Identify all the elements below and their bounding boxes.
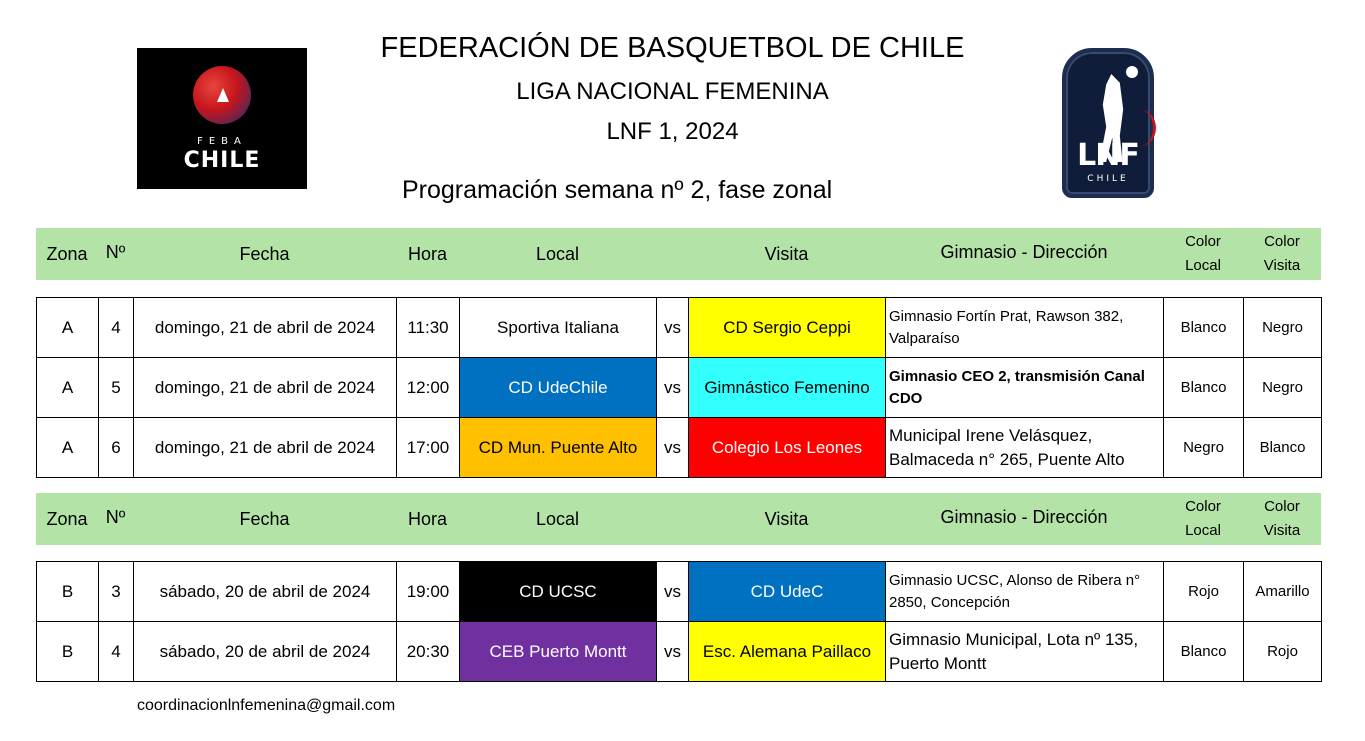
- cell-local-team: CEB Puerto Montt: [460, 622, 657, 682]
- cell-local-team: CD Mun. Puente Alto: [460, 418, 657, 478]
- header-hora: Hora: [407, 243, 447, 264]
- cell-local-team: CD UdeChile: [460, 358, 657, 418]
- header-n: Nº: [105, 242, 126, 262]
- cell-color-local: Rojo: [1164, 562, 1244, 622]
- feba-chile-logo: [137, 48, 307, 189]
- cell-gimnasio: Gimnasio UCSC, Alonso de Ribera n° 2850, Concepción: [886, 562, 1164, 622]
- table-row: [37, 298, 1322, 358]
- cell-n: 4: [99, 298, 134, 358]
- cell-fecha: domingo, 21 de abril de 2024: [134, 358, 397, 418]
- cell-visita-team: CD Sergio Ceppi: [689, 298, 886, 358]
- cell-vs: vs: [657, 622, 689, 682]
- header-color-visita-line2: Visita: [1263, 522, 1301, 539]
- table-row: [37, 622, 1322, 682]
- cell-local-team: Sportiva Italiana: [460, 298, 657, 358]
- header-color-local: [1163, 228, 1243, 280]
- cell-color-visita: Negro: [1244, 358, 1322, 418]
- cell-hora: 20:30: [397, 622, 460, 682]
- cell-gimnasio: Gimnasio Fortín Prat, Rawson 382, Valparaíso: [886, 298, 1164, 358]
- lnf-logo-text: LNF: [1077, 138, 1139, 173]
- table-row: [37, 418, 1322, 478]
- cell-color-visita: Amarillo: [1244, 562, 1322, 622]
- contact-email: coordinacionlnfemenina@gmail.com: [137, 697, 396, 714]
- header-color-visita-line1: Color: [1264, 233, 1300, 250]
- cell-color-local: Negro: [1164, 418, 1244, 478]
- cell-fecha: domingo, 21 de abril de 2024: [134, 418, 397, 478]
- header-color-local-line1: Color: [1185, 498, 1221, 515]
- feba-logo-text: FEBA: [197, 136, 247, 147]
- header-color-local-line2: Local: [1185, 257, 1221, 274]
- cell-fecha: domingo, 21 de abril de 2024: [134, 298, 397, 358]
- cell-n: 5: [99, 358, 134, 418]
- cell-zona: B: [37, 562, 99, 622]
- lnf-logo: [1062, 48, 1154, 198]
- header-fecha: Fecha: [239, 243, 290, 264]
- header-zona: Zona: [46, 243, 88, 264]
- header-color-visita: [1243, 228, 1321, 280]
- header-visita: Visita: [764, 243, 809, 264]
- table-row: [37, 358, 1322, 418]
- cell-color-visita: Blanco: [1244, 418, 1322, 478]
- cell-vs: vs: [657, 418, 689, 478]
- feba-logo-chile: CHILE: [183, 148, 261, 173]
- schedule-table-zone-b: [36, 561, 1322, 682]
- cell-visita-team: CD UdeC: [689, 562, 886, 622]
- header-color-local: [1163, 493, 1243, 545]
- header-fecha: Fecha: [239, 508, 290, 529]
- cell-gimnasio: Municipal Irene Velásquez, Balmaceda n° 265, Puente Alto: [886, 418, 1164, 478]
- cell-visita-team: Gimnástico Femenino: [689, 358, 886, 418]
- header-n: Nº: [105, 507, 126, 527]
- header-gimnasio: Gimnasio - Dirección: [940, 241, 1108, 262]
- cell-vs: vs: [657, 358, 689, 418]
- table-header-zone-a: [36, 228, 1321, 280]
- cell-n: 6: [99, 418, 134, 478]
- cell-zona: A: [37, 298, 99, 358]
- cell-hora: 17:00: [397, 418, 460, 478]
- header-color-local-line1: Color: [1185, 233, 1221, 250]
- schedule-subtitle: Programación semana nº 2, fase zonal: [402, 176, 833, 204]
- table-header-zone-b: [36, 493, 1321, 545]
- header-color-local-line2: Local: [1185, 522, 1221, 539]
- table-row: [37, 562, 1322, 622]
- header-color-visita: [1243, 493, 1321, 545]
- federation-title: FEDERACIÓN DE BASQUETBOL DE CHILE: [380, 32, 965, 64]
- header-local: Local: [535, 243, 580, 264]
- cell-zona: A: [37, 418, 99, 478]
- cell-hora: 19:00: [397, 562, 460, 622]
- schedule-table-zone-a: [36, 297, 1322, 478]
- basketball-icon: [193, 66, 251, 124]
- cell-visita-team: Colegio Los Leones: [689, 418, 886, 478]
- lnf-logo-subtext: CHILE: [1087, 174, 1129, 184]
- cell-gimnasio: Gimnasio CEO 2, transmisión Canal CDO: [886, 358, 1164, 418]
- cell-color-local: Blanco: [1164, 358, 1244, 418]
- cell-visita-team: Esc. Alemana Paillaco: [689, 622, 886, 682]
- header-color-visita-line2: Visita: [1263, 257, 1301, 274]
- cell-hora: 11:30: [397, 298, 460, 358]
- cell-n: 4: [99, 622, 134, 682]
- cell-color-visita: Negro: [1244, 298, 1322, 358]
- cell-hora: 12:00: [397, 358, 460, 418]
- cell-zona: B: [37, 622, 99, 682]
- cell-color-local: Blanco: [1164, 298, 1244, 358]
- league-title: LIGA NACIONAL FEMENINA: [516, 78, 829, 105]
- header-hora: Hora: [407, 508, 447, 529]
- cell-gimnasio: Gimnasio Municipal, Lota nº 135, Puerto Montt: [886, 622, 1164, 682]
- season-title: LNF 1, 2024: [606, 118, 739, 145]
- header-zona: Zona: [46, 508, 88, 529]
- cell-vs: vs: [657, 298, 689, 358]
- cell-n: 3: [99, 562, 134, 622]
- cell-color-visita: Rojo: [1244, 622, 1322, 682]
- header-gimnasio: Gimnasio - Dirección: [940, 506, 1108, 527]
- cell-zona: A: [37, 358, 99, 418]
- header-color-visita-line1: Color: [1264, 498, 1300, 515]
- cell-local-team: CD UCSC: [460, 562, 657, 622]
- cell-fecha: sábado, 20 de abril de 2024: [134, 562, 397, 622]
- cell-fecha: sábado, 20 de abril de 2024: [134, 622, 397, 682]
- cell-color-local: Blanco: [1164, 622, 1244, 682]
- cell-vs: vs: [657, 562, 689, 622]
- header-visita: Visita: [764, 508, 809, 529]
- ball-icon: [1126, 66, 1138, 78]
- header-local: Local: [535, 508, 580, 529]
